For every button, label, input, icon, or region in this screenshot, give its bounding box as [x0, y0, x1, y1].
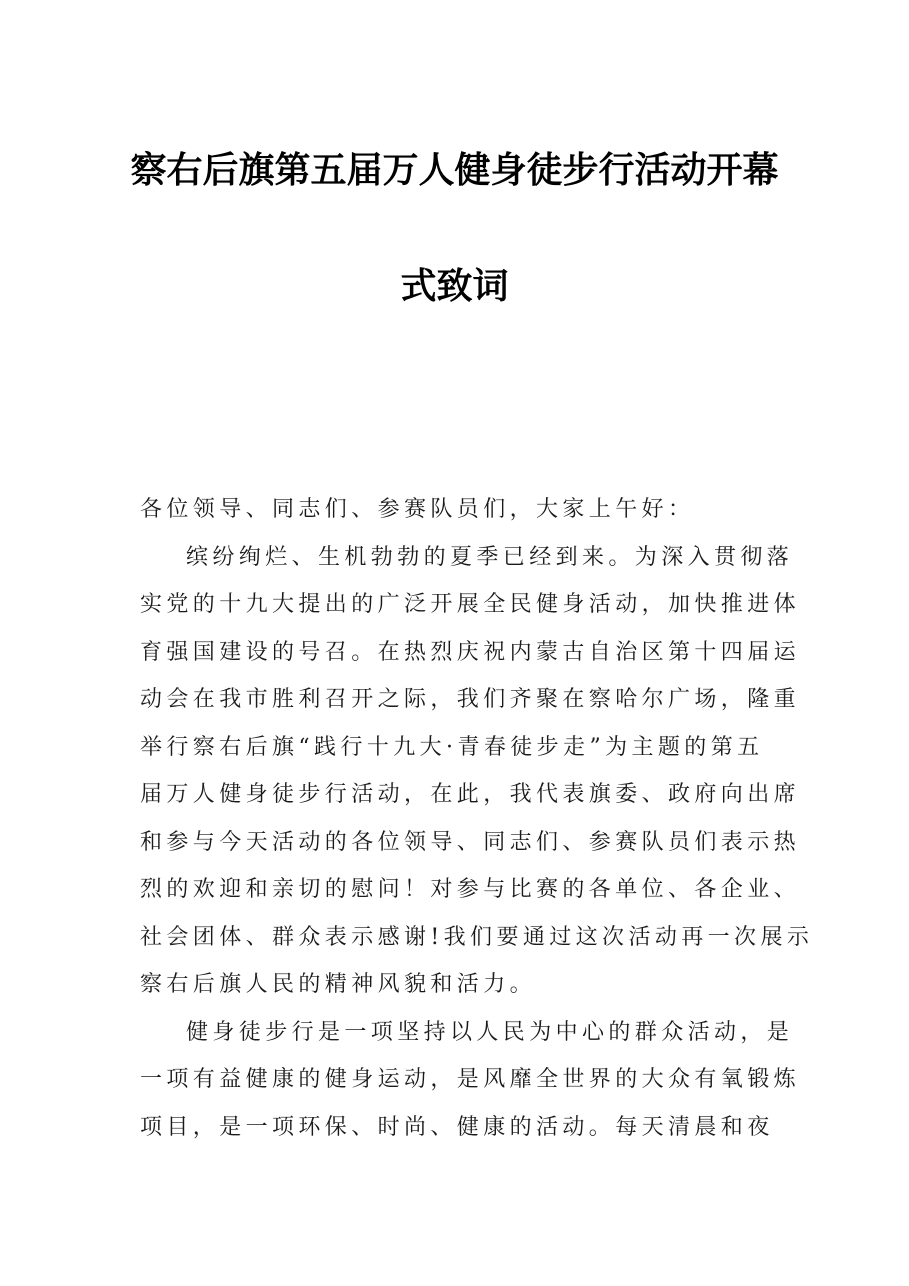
paragraph-1-line: 缤纷绚烂、生机勃勃的夏季已经到来。为深入贯彻落 — [186, 544, 794, 570]
paragraph-2-line: 项目，是一项环保、时尚、健康的活动。每天清晨和夜 — [140, 1114, 774, 1140]
paragraph-1-line: 烈的欢迎和亲切的慰问！对参与比赛的各单位、各企业、 — [140, 877, 801, 902]
paragraph-1-line: 实党的十九大提出的广泛开展全民健身活动，加快推进体 — [140, 592, 801, 617]
paragraph-1-line: 和参与今天活动的各位领导、同志们、参赛队员们表示热 — [140, 829, 801, 855]
document-title-line-1: 察右后旗第五届万人健身徒步行活动开幕 — [130, 149, 779, 191]
paragraph-2-line: 健身徒步行是一项坚持以人民为中心的群众活动，是 — [186, 1019, 794, 1045]
paragraph-1-line: 届万人健身徒步行活动，在此，我代表旗委、政府向出席 — [140, 782, 801, 807]
document-title-line-2: 式致词 — [400, 265, 509, 307]
salutation-line: 各位领导、同志们、参赛队员们，大家上午好： — [140, 497, 695, 522]
document-body — [140, 486, 814, 1151]
paragraph-1-line: 社会团体、群众表示感谢!我们要通过这次活动再一次展示 — [140, 924, 814, 950]
paragraph-1-line: 育强国建设的号召。在热烈庆祝内蒙古自治区第十四届运 — [140, 639, 801, 665]
paragraph-1-line: 察右后旗人民的精神风貌和活力。 — [140, 972, 537, 997]
paragraph-2-line: 一项有益健康的健身运动，是风靡全世界的大众有氧锻炼 — [140, 1067, 801, 1092]
paragraph-1-line: 举行察右后旗“践行十九大·青春徒步走”为主题的第五 — [140, 734, 764, 760]
paragraph-1-line: 动会在我市胜利召开之际，我们齐聚在察哈尔广场，隆重 — [140, 687, 801, 712]
